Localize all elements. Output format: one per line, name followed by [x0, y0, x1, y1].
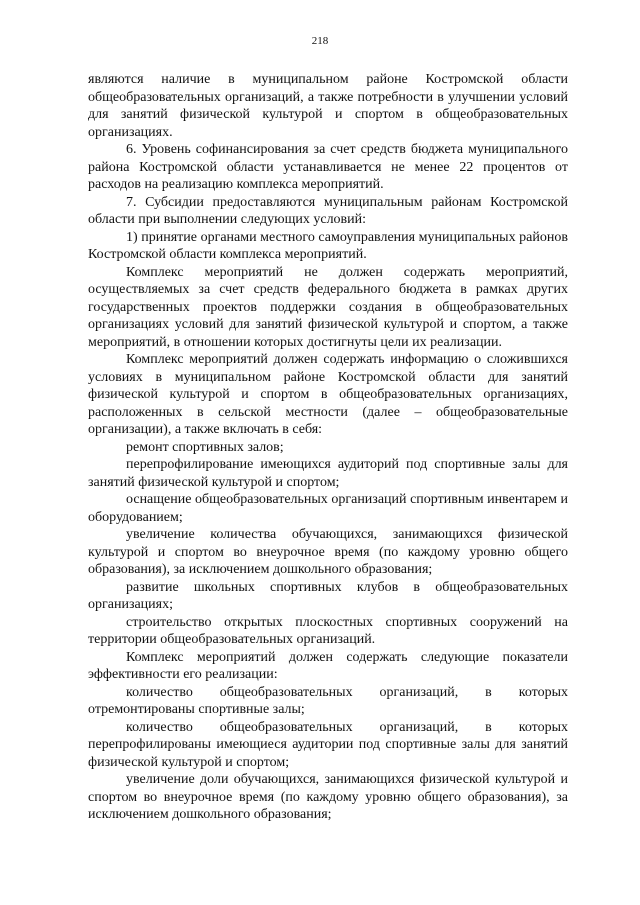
indicator-student-share: увеличение доли обучающихся, занимающихся физической культурой и спортом во внеурочное время (по каждому уровню общего образования), за исключением дошкольного образования;: [88, 772, 568, 822]
list-item-student-increase: увеличение количества обучающихся, занимающихся физической культурой и спортом во внеурочное время (по каждому уровню общего образования), за исключением дошкольного образования;: [88, 527, 568, 577]
paragraph-subsidy-conditions: 7. Субсидии предоставляются муниципальным районам Костромской области при выполнении следующих условий:: [88, 194, 568, 227]
list-item-equipment: оснащение общеобразовательных организаций спортивным инвентарем и оборудованием;: [88, 492, 568, 525]
page-number: 218: [311, 35, 329, 47]
indicator-converted-rooms: количество общеобразовательных организаций, в которых перепрофилированы имеющиеся аудитории под спортивные залы для занятий физической культурой и спортом;: [88, 719, 568, 770]
list-item-sports-clubs: развитие школьных спортивных клубов в общеобразовательных организациях;: [88, 579, 568, 612]
paragraph-indicators: Комплекс мероприятий должен содержать следующие показатели эффективности его реализации:: [88, 649, 568, 682]
paragraph-cofinancing-level: 6. Уровень софинансирования за счет средств бюджета муниципального района Костромской области устанавливается не менее 22 процентов от расходов на реализацию комплекса мероприятий.: [88, 142, 568, 192]
paragraph-complex-exclusions: Комплекс мероприятий не должен содержать мероприятий, осуществляемых за счет средств федерального бюджета в рамках других государственных проектов поддержки создания в общеобразовательных организациях условий для занятий физической культурой и спортом, а также мероприятий, в отношении которых достигнуты цели их реализации.: [88, 264, 568, 350]
paragraph-continuation: являются наличие в муниципальном районе Костромской области общеобразовательных организаций, а также потребности в улучшении условий для занятий физической культурой и спортом в общеобразовательных организациях.: [88, 72, 568, 140]
list-item-room-conversion: перепрофилирование имеющихся аудиторий под спортивные залы для занятий физической культурой и спортом;: [88, 457, 568, 490]
list-item-outdoor-facilities: строительство открытых плоскостных спортивных сооружений на территории общеобразовательных организаций.: [88, 614, 568, 647]
list-item-gym-repair: ремонт спортивных залов;: [126, 439, 284, 455]
paragraph-complex-content: Комплекс мероприятий должен содержать информацию о сложившихся условиях в муниципальном районе Костромской области для занятий физической культурой и спортом в общеобразовательных организациях, расположенных в сельской местности (далее – общеобразовательные организации), а также включать в себя:: [88, 352, 568, 437]
paragraph-condition-1: 1) принятие органами местного самоуправления муниципальных районов Костромской области комплекса мероприятий.: [88, 229, 568, 262]
document-body: [88, 71, 568, 824]
indicator-repaired-gyms: количество общеобразовательных организаций, в которых отремонтированы спортивные залы;: [88, 684, 568, 717]
